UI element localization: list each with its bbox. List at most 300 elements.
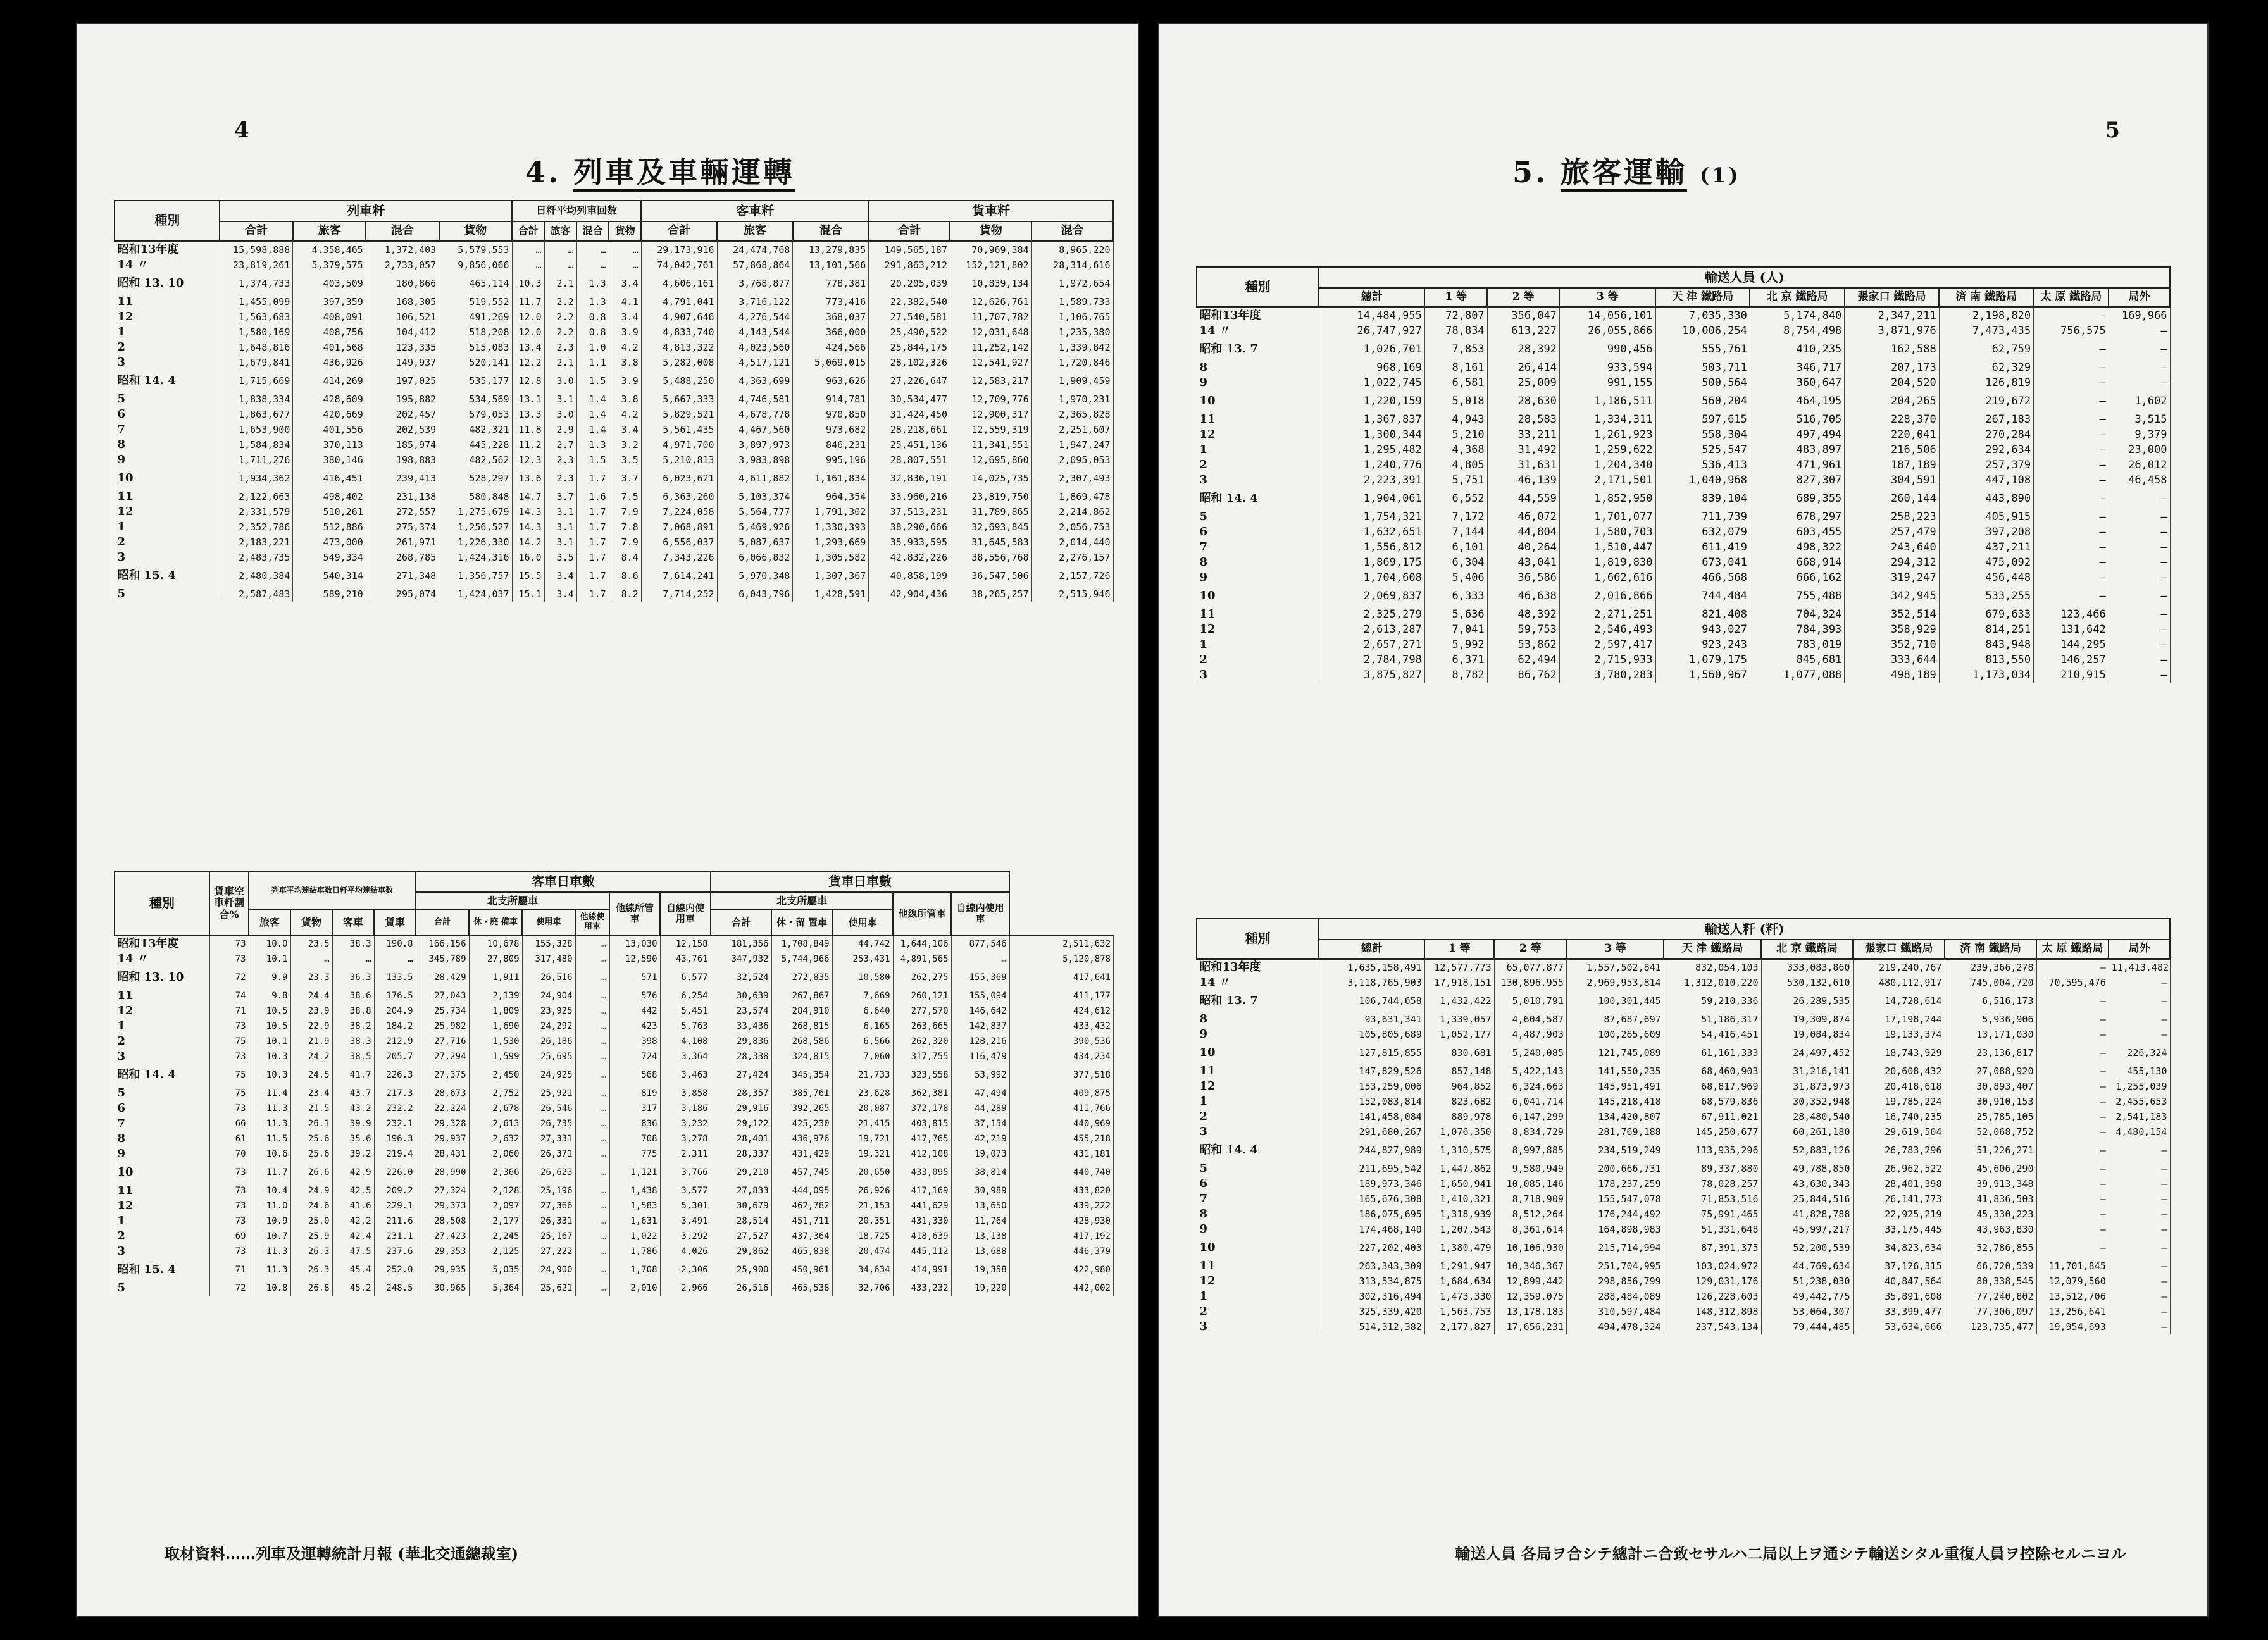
table-cell: 30,965 bbox=[416, 1281, 469, 1296]
table-cell: 26,414 bbox=[1487, 360, 1559, 375]
table-cell: 4.2 bbox=[609, 407, 641, 422]
table-cell: 5,240,085 bbox=[1494, 1042, 1566, 1064]
header-north-china-pass: 北支所屬車 bbox=[416, 892, 609, 910]
table-cell: 304,591 bbox=[1845, 473, 1939, 488]
title-text: 旅客運輸 bbox=[1561, 155, 1687, 192]
table-cell: 1,204,340 bbox=[1559, 457, 1655, 473]
table-cell: 1,563,753 bbox=[1424, 1304, 1494, 1319]
table-cell: 36,547,506 bbox=[950, 565, 1031, 587]
table-cell: 6,552 bbox=[1424, 488, 1487, 509]
table-cell: 49,442,775 bbox=[1761, 1289, 1853, 1304]
row-label: 11 bbox=[1197, 1064, 1319, 1079]
table-cell: 11.2 bbox=[512, 437, 544, 452]
table-cell: … bbox=[512, 258, 544, 273]
table-cell: 5,561,435 bbox=[641, 422, 717, 437]
table-cell: 4,813,322 bbox=[641, 340, 717, 355]
table-cell: 2,214,862 bbox=[1031, 504, 1113, 519]
table-cell: 59,753 bbox=[1487, 622, 1559, 637]
table-body bbox=[1197, 307, 2170, 683]
table-cell: 10.4 bbox=[249, 1183, 290, 1198]
table-cell: 74,042,761 bbox=[641, 258, 717, 273]
table-cell: 12.0 bbox=[512, 325, 544, 340]
table-cell: 19,321 bbox=[832, 1146, 893, 1162]
row-label: 昭和 13. 7 bbox=[1197, 990, 1319, 1012]
table-cell: 72 bbox=[209, 967, 249, 988]
row-label: 3 bbox=[1197, 473, 1319, 488]
table-cell: 3,515 bbox=[2109, 412, 2170, 427]
table-cell: 613,227 bbox=[1487, 323, 1559, 339]
table-cell: 1,560,967 bbox=[1655, 668, 1750, 683]
table-cell: 445,228 bbox=[439, 437, 512, 452]
table-cell: 16,740,235 bbox=[1853, 1109, 1945, 1124]
table-cell: 53,862 bbox=[1487, 637, 1559, 652]
table-cell: 25,844,516 bbox=[1761, 1191, 1853, 1207]
column-header: 北 京 鐵路局 bbox=[1750, 288, 1844, 307]
table-cell: 1,720,846 bbox=[1031, 355, 1113, 370]
table-row bbox=[1197, 1064, 2170, 1079]
table-cell: 7.8 bbox=[609, 519, 641, 535]
table-cell: 295,074 bbox=[366, 587, 439, 602]
table-cell: 29,619,504 bbox=[1853, 1124, 1945, 1140]
table-cell: 433,820 bbox=[1009, 1183, 1113, 1198]
table-cell: 43.2 bbox=[332, 1101, 374, 1116]
table-cell: 14.3 bbox=[512, 504, 544, 519]
table-cell: … bbox=[374, 952, 416, 967]
table-cell: … bbox=[609, 241, 641, 258]
table-cell: 44,804 bbox=[1487, 525, 1559, 540]
table-cell: 10,085,146 bbox=[1494, 1176, 1566, 1191]
table-cell: 9,856,066 bbox=[439, 258, 512, 273]
table-cell: 5,035 bbox=[469, 1259, 522, 1281]
table-cell: 272,557 bbox=[366, 504, 439, 519]
table-row bbox=[115, 468, 1113, 489]
table-row bbox=[1197, 457, 2170, 473]
table-cell: 61,161,333 bbox=[1664, 1042, 1761, 1064]
table-cell: 2,597,417 bbox=[1559, 637, 1655, 652]
car-days-table bbox=[114, 871, 1114, 1296]
table-cell: 68,460,903 bbox=[1664, 1064, 1761, 1079]
table-cell: 2,969,953,814 bbox=[1566, 975, 1664, 990]
table-cell: 3,858 bbox=[660, 1086, 711, 1101]
table-cell: 47.5 bbox=[332, 1244, 374, 1259]
table-cell: 93,631,341 bbox=[1319, 1012, 1424, 1027]
table-cell: 1,972,654 bbox=[1031, 273, 1113, 294]
table-cell: 40,858,199 bbox=[869, 565, 950, 587]
table-row bbox=[115, 422, 1113, 437]
table-cell: 6,556,037 bbox=[641, 535, 717, 550]
table-cell: 433,432 bbox=[1009, 1019, 1113, 1034]
table-row bbox=[115, 1019, 1114, 1034]
table-cell: 1,330,393 bbox=[793, 519, 869, 535]
table-cell: 10.7 bbox=[249, 1229, 290, 1244]
table-cell: 5,488,250 bbox=[641, 370, 717, 392]
table-cell: 1,911 bbox=[469, 967, 522, 988]
table-cell: 3.1 bbox=[544, 535, 576, 550]
table-cell: 2,325,279 bbox=[1319, 607, 1424, 622]
table-cell: 26,186 bbox=[522, 1034, 575, 1049]
table-cell: 1,318,939 bbox=[1424, 1207, 1494, 1222]
column-header: 太 原 鐵路局 bbox=[2036, 940, 2109, 959]
column-header: 張家口 鐵路局 bbox=[1853, 940, 1945, 959]
table-cell: 21,733 bbox=[832, 1064, 893, 1086]
table-cell: 5,120,878 bbox=[1009, 952, 1113, 967]
table-cell: 141,550,235 bbox=[1566, 1064, 1664, 1079]
table-cell: 134,420,807 bbox=[1566, 1109, 1664, 1124]
table-cell: 80,338,545 bbox=[1945, 1274, 2036, 1289]
table-cell: 12.2 bbox=[512, 355, 544, 370]
row-label: 2 bbox=[115, 340, 220, 355]
table-cell: 78,834 bbox=[1424, 323, 1487, 339]
table-cell: — bbox=[2036, 1109, 2109, 1124]
table-cell: 7,343,226 bbox=[641, 550, 717, 565]
table-cell: 877,546 bbox=[951, 936, 1009, 952]
table-cell: 2,311 bbox=[660, 1146, 711, 1162]
table-cell: 558,304 bbox=[1655, 427, 1750, 442]
table-row bbox=[1197, 1319, 2170, 1334]
table-cell: 457,745 bbox=[771, 1162, 832, 1183]
title-suffix: (1) bbox=[1700, 163, 1741, 187]
table-cell: 444,095 bbox=[771, 1183, 832, 1198]
table-cell: 31,873,973 bbox=[1761, 1079, 1853, 1094]
table-cell: 36,586 bbox=[1487, 570, 1559, 585]
table-cell: 2,678 bbox=[469, 1101, 522, 1116]
table-cell: 33,436 bbox=[711, 1019, 771, 1034]
table-cell: 465,538 bbox=[771, 1281, 832, 1296]
table-cell: 744,484 bbox=[1655, 585, 1750, 607]
row-label: 昭和13年度 bbox=[1197, 959, 1319, 975]
table-cell: … bbox=[290, 952, 332, 967]
table-cell: 2.3 bbox=[544, 452, 576, 468]
table-cell: 2.1 bbox=[544, 273, 576, 294]
table-cell: 23,819,261 bbox=[220, 258, 292, 273]
table-cell: 1,684,634 bbox=[1424, 1274, 1494, 1289]
table-cell: … bbox=[951, 952, 1009, 967]
table-cell: 26,331 bbox=[522, 1214, 575, 1229]
table-cell: 4,891,565 bbox=[893, 952, 951, 967]
train-km-table bbox=[114, 200, 1114, 602]
table-cell: 3.5 bbox=[609, 452, 641, 468]
column-header: 他線使用車 bbox=[575, 910, 609, 935]
table-cell: — bbox=[2109, 1304, 2170, 1319]
table-cell: 62,494 bbox=[1487, 652, 1559, 668]
table-cell: 38,265,257 bbox=[950, 587, 1031, 602]
table-cell: 424,566 bbox=[793, 340, 869, 355]
table-row bbox=[1197, 637, 2170, 652]
row-label: 昭和 13. 10 bbox=[115, 967, 209, 988]
table-cell: 258,223 bbox=[1845, 509, 1939, 525]
table-row bbox=[1197, 1207, 2170, 1222]
table-cell: 3,716,122 bbox=[717, 294, 793, 309]
table-cell: 417,765 bbox=[893, 1131, 951, 1146]
table-cell: 20,474 bbox=[832, 1244, 893, 1259]
table-row bbox=[115, 967, 1114, 988]
header-passenger-car-km: 客車粁 bbox=[641, 201, 869, 221]
table-cell: 26,962,522 bbox=[1853, 1161, 1945, 1176]
table-row bbox=[115, 392, 1113, 407]
table-cell: 270,284 bbox=[1939, 427, 2033, 442]
table-cell: 1,791,302 bbox=[793, 504, 869, 519]
table-cell: 67,911,021 bbox=[1664, 1109, 1761, 1124]
table-cell: 436,926 bbox=[293, 355, 366, 370]
table-cell: 10.8 bbox=[249, 1281, 290, 1296]
table-cell: 27,423 bbox=[416, 1229, 469, 1244]
table-cell: 533,255 bbox=[1939, 585, 2033, 607]
table-cell: 53,634,666 bbox=[1853, 1319, 1945, 1334]
table-cell: 1,701,077 bbox=[1559, 509, 1655, 525]
table-row bbox=[1197, 570, 2170, 585]
table-row bbox=[1197, 585, 2170, 607]
table-cell: 144,295 bbox=[2034, 637, 2109, 652]
table-cell: 12,590 bbox=[609, 952, 660, 967]
table-cell: 4,833,740 bbox=[641, 325, 717, 340]
table-row bbox=[115, 1183, 1114, 1198]
table-cell: 69 bbox=[209, 1229, 249, 1244]
table-cell: 3,983,898 bbox=[717, 452, 793, 468]
table-cell: 1,715,669 bbox=[220, 370, 292, 392]
table-cell: 219.4 bbox=[374, 1146, 416, 1162]
table-cell: 443,890 bbox=[1939, 488, 2033, 509]
table-cell: 148,312,898 bbox=[1664, 1304, 1761, 1319]
table-cell: 2,177 bbox=[469, 1214, 522, 1229]
table-cell: 13.1 bbox=[512, 392, 544, 407]
table-cell: 5,970,348 bbox=[717, 565, 793, 587]
table-cell: — bbox=[2109, 1289, 2170, 1304]
table-cell: 5,379,575 bbox=[293, 258, 366, 273]
table-cell: 30,639 bbox=[711, 988, 771, 1003]
table-cell: 23.9 bbox=[290, 1003, 332, 1019]
table-cell: 252.0 bbox=[374, 1259, 416, 1281]
table-cell: 1,708 bbox=[609, 1259, 660, 1281]
table-cell: 500,564 bbox=[1655, 375, 1750, 390]
table-cell: 1,648,816 bbox=[220, 340, 292, 355]
table-cell: 52,200,539 bbox=[1761, 1237, 1853, 1258]
table-cell: 20,087 bbox=[832, 1101, 893, 1116]
table-cell: 89,337,880 bbox=[1664, 1161, 1761, 1176]
table-cell: 11.8 bbox=[512, 422, 544, 437]
table-cell: 392,265 bbox=[771, 1101, 832, 1116]
table-row bbox=[115, 452, 1113, 468]
table-cell: 52,786,855 bbox=[1945, 1237, 2036, 1258]
header-freight-car-days: 貨車日車數 bbox=[711, 871, 1009, 892]
table-cell: 498,322 bbox=[1750, 540, 1844, 555]
table-cell: 262,320 bbox=[893, 1034, 951, 1049]
table-row bbox=[115, 1162, 1114, 1183]
table-cell: 24,292 bbox=[522, 1019, 575, 1034]
table-cell: 291,863,212 bbox=[869, 258, 950, 273]
table-cell: … bbox=[512, 241, 544, 258]
table-cell: 775 bbox=[609, 1146, 660, 1162]
table-cell: 408,756 bbox=[293, 325, 366, 340]
table-cell: 420,669 bbox=[293, 407, 366, 422]
table-cell: 1.7 bbox=[576, 504, 609, 519]
table-cell: 964,354 bbox=[793, 489, 869, 504]
table-cell: 2,306 bbox=[660, 1259, 711, 1281]
table-cell: 1,374,733 bbox=[220, 273, 292, 294]
table-cell: 346,717 bbox=[1750, 360, 1844, 375]
row-label: 14 〃 bbox=[115, 258, 220, 273]
table-cell: 5,936,906 bbox=[1945, 1012, 2036, 1027]
table-cell: 26,289,535 bbox=[1761, 990, 1853, 1012]
table-cell: 288,484,089 bbox=[1566, 1289, 1664, 1304]
table-cell: 23.3 bbox=[290, 967, 332, 988]
header-passenger-km: 輸送人粁 (粁) bbox=[1319, 919, 2170, 940]
table-cell: 180,866 bbox=[366, 273, 439, 294]
table-cell: 244,827,989 bbox=[1319, 1140, 1424, 1161]
table-cell: 2,784,798 bbox=[1319, 652, 1424, 668]
table-cell: 2,122,663 bbox=[220, 489, 292, 504]
table-cell: 704,324 bbox=[1750, 607, 1844, 622]
header-own-line-pass: 自線内使用車 bbox=[660, 892, 711, 936]
table-cell: 7,172 bbox=[1424, 509, 1487, 525]
table-cell: 5,301 bbox=[660, 1198, 711, 1214]
table-cell: 1.5 bbox=[576, 370, 609, 392]
table-cell: 839,104 bbox=[1655, 488, 1750, 509]
table-cell: 14,025,735 bbox=[950, 468, 1031, 489]
table-cell: 25,785,105 bbox=[1945, 1109, 2036, 1124]
table-cell: 455,218 bbox=[1009, 1131, 1113, 1146]
table-cell: 11.3 bbox=[249, 1259, 290, 1281]
table-cell: 497,494 bbox=[1750, 427, 1844, 442]
table-cell: — bbox=[2036, 1222, 2109, 1237]
table-row bbox=[1197, 1079, 2170, 1094]
table-cell: 503,711 bbox=[1655, 360, 1750, 375]
table-cell: 6,577 bbox=[660, 967, 711, 988]
table-cell: 27,375 bbox=[416, 1064, 469, 1086]
table-cell: 1,583 bbox=[609, 1198, 660, 1214]
table-row bbox=[115, 1244, 1114, 1259]
table-cell: — bbox=[2034, 339, 2109, 360]
table-cell: 10.9 bbox=[249, 1214, 290, 1229]
table-cell: — bbox=[2034, 457, 2109, 473]
table-cell: 19,084,834 bbox=[1761, 1027, 1853, 1042]
table-row bbox=[1197, 488, 2170, 509]
table-cell: 51,186,317 bbox=[1664, 1012, 1761, 1027]
table-cell: 589,210 bbox=[293, 587, 366, 602]
table-cell: … bbox=[575, 1019, 609, 1034]
table-cell: 317,480 bbox=[522, 952, 575, 967]
table-cell: 33,960,216 bbox=[869, 489, 950, 504]
table-cell: 3,897,973 bbox=[717, 437, 793, 452]
table-cell: 72 bbox=[209, 1281, 249, 1296]
table-cell: 25.9 bbox=[290, 1229, 332, 1244]
table-cell: 43,630,343 bbox=[1761, 1176, 1853, 1191]
table-cell: 28,401 bbox=[711, 1131, 771, 1146]
table-cell: — bbox=[2109, 585, 2170, 607]
table-cell: 455,130 bbox=[2109, 1064, 2170, 1079]
table-cell: 127,815,855 bbox=[1319, 1042, 1424, 1064]
passengers-table bbox=[1196, 266, 2171, 683]
table-cell: 281,769,188 bbox=[1566, 1124, 1664, 1140]
row-label: 9 bbox=[115, 452, 220, 468]
table-cell: 57,868,864 bbox=[717, 258, 793, 273]
table-cell: 23,574 bbox=[711, 1003, 771, 1019]
row-label: 12 bbox=[1197, 622, 1319, 637]
table-cell: 1,312,010,220 bbox=[1664, 975, 1761, 990]
table-cell: 1.4 bbox=[576, 392, 609, 407]
table-cell: 26.8 bbox=[290, 1281, 332, 1296]
table-cell: — bbox=[2109, 622, 2170, 637]
page-number: 5 bbox=[2105, 118, 2120, 143]
table-cell: 914,781 bbox=[793, 392, 869, 407]
table-cell: 113,935,296 bbox=[1664, 1140, 1761, 1161]
table-cell: 991,155 bbox=[1559, 375, 1655, 390]
table-cell: 260,144 bbox=[1845, 488, 1939, 509]
table-cell: 8.2 bbox=[609, 587, 641, 602]
table-cell: 32,693,845 bbox=[950, 519, 1031, 535]
table-cell: 28,431 bbox=[416, 1146, 469, 1162]
table-cell: 42.2 bbox=[332, 1214, 374, 1229]
table-cell: 10.5 bbox=[249, 1019, 290, 1034]
table-cell: 26,783,296 bbox=[1853, 1140, 1945, 1161]
table-cell: 2,014,440 bbox=[1031, 535, 1113, 550]
table-cell: 1,704,608 bbox=[1319, 570, 1424, 585]
table-cell: 1.3 bbox=[576, 294, 609, 309]
row-label: 昭和 15. 4 bbox=[115, 1259, 209, 1281]
row-label: 7 bbox=[115, 422, 220, 437]
row-label: 昭和 13. 7 bbox=[1197, 339, 1319, 360]
table-cell: 1,207,543 bbox=[1424, 1222, 1494, 1237]
table-cell: 2,966 bbox=[660, 1281, 711, 1296]
row-label: 12 bbox=[115, 309, 220, 325]
table-cell: 1,022,745 bbox=[1319, 375, 1424, 390]
table-cell: 2,060 bbox=[469, 1146, 522, 1162]
table-cell: 576 bbox=[609, 988, 660, 1003]
table-cell: — bbox=[2036, 1140, 2109, 1161]
table-cell: 3,463 bbox=[660, 1064, 711, 1086]
table-cell: 536,413 bbox=[1655, 457, 1750, 473]
table-cell: 7,669 bbox=[832, 988, 893, 1003]
table-cell: 3.1 bbox=[544, 504, 576, 519]
table-cell: 6,363,260 bbox=[641, 489, 717, 504]
table-row bbox=[1197, 360, 2170, 375]
table-cell: 418,639 bbox=[893, 1229, 951, 1244]
row-label: 5 bbox=[115, 587, 220, 602]
table-cell: 7,714,252 bbox=[641, 587, 717, 602]
row-label: 10 bbox=[1197, 585, 1319, 607]
table-row bbox=[1197, 1304, 2170, 1319]
table-cell: 4,943 bbox=[1424, 412, 1487, 427]
table-cell: 20,205,039 bbox=[869, 273, 950, 294]
table-cell: 428,930 bbox=[1009, 1214, 1113, 1229]
table-cell: 30,910,153 bbox=[1945, 1094, 2036, 1109]
row-label: 1 bbox=[1197, 1289, 1319, 1304]
table-cell: 352,710 bbox=[1845, 637, 1939, 652]
table-cell: 2,347,211 bbox=[1845, 307, 1939, 323]
table-cell: 51,226,271 bbox=[1945, 1140, 2036, 1161]
table-cell: 1,410,321 bbox=[1424, 1191, 1494, 1207]
table-cell: 28,401,398 bbox=[1853, 1176, 1945, 1191]
column-header: 合計 bbox=[220, 221, 292, 241]
table-cell: 3.4 bbox=[609, 309, 641, 325]
table-cell: 1,863,677 bbox=[220, 407, 292, 422]
table-cell: 277,570 bbox=[893, 1003, 951, 1019]
table-cell: 1,307,367 bbox=[793, 565, 869, 587]
table-cell: 12,709,776 bbox=[950, 392, 1031, 407]
table-cell: 189,973,346 bbox=[1319, 1176, 1424, 1191]
table-cell: 5,579,553 bbox=[439, 241, 512, 258]
table-cell: 7.9 bbox=[609, 535, 641, 550]
table-cell: 43,041 bbox=[1487, 555, 1559, 570]
table-cell: 29,328 bbox=[416, 1116, 469, 1131]
table-cell: 6,165 bbox=[832, 1019, 893, 1034]
table-cell: 1,934,362 bbox=[220, 468, 292, 489]
table-cell: 518,208 bbox=[439, 325, 512, 340]
table-cell: 7,041 bbox=[1424, 622, 1487, 637]
page-number: 4 bbox=[234, 118, 249, 143]
table-cell: 14.7 bbox=[512, 489, 544, 504]
table-cell: 14.2 bbox=[512, 535, 544, 550]
table-cell: 184.2 bbox=[374, 1019, 416, 1034]
